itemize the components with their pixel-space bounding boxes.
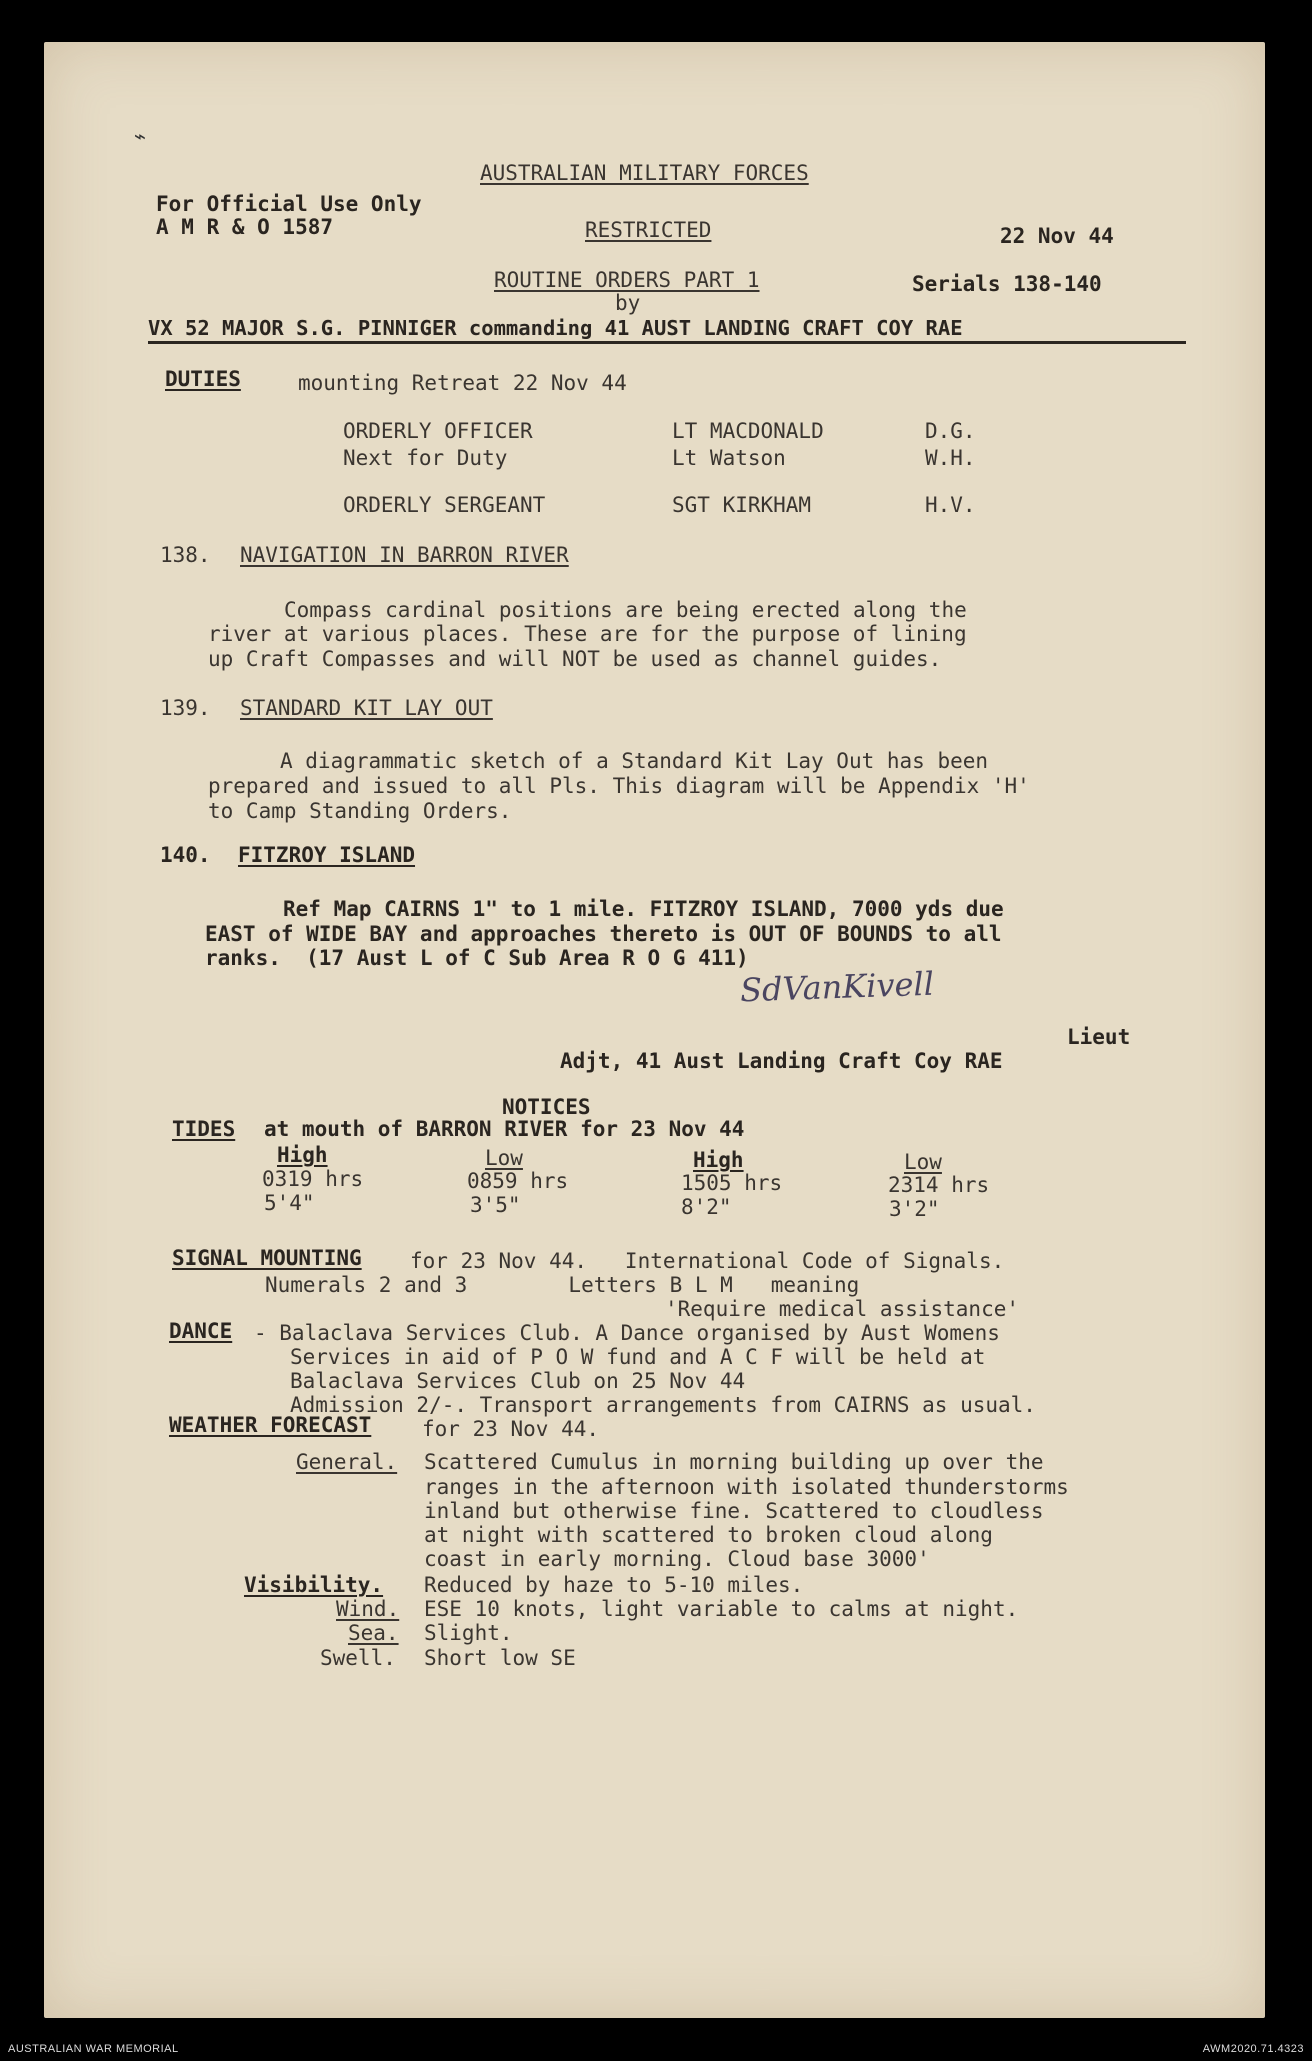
- org-heading: AUSTRALIAN MILITARY FORCES: [480, 161, 809, 185]
- weather-line: ranges in the afternoon with isolated thunderstorms: [424, 1475, 1069, 1499]
- weather-general-label: General.: [296, 1450, 398, 1474]
- tide-head: Low: [485, 1146, 523, 1170]
- serial-text-line: to Camp Standing Orders.: [208, 799, 512, 823]
- tide-height: 3'5": [470, 1193, 521, 1217]
- duty-initials: W.H.: [925, 446, 976, 470]
- tide-time: 2314 hrs: [888, 1173, 990, 1197]
- by-word: by: [615, 291, 641, 315]
- footer-accession: AWM2020.71.4323: [1202, 2043, 1304, 2055]
- serials-range: Serials 138-140: [912, 272, 1102, 296]
- wind-value: ESE 10 knots, light variable to calms at night.: [424, 1597, 1019, 1621]
- dance-line: - Balaclava Services Club. A Dance organised by Aust Womens: [254, 1321, 1000, 1345]
- visibility-label: Visibility.: [244, 1573, 384, 1597]
- serial-number: 139.: [160, 696, 211, 720]
- tide-time: 1505 hrs: [681, 1171, 783, 1195]
- duty-initials: H.V.: [925, 493, 976, 517]
- commander-line: VX 52 MAJOR S.G. PINNIGER commanding 41 AUST LANDING CRAFT COY RAE: [148, 316, 963, 340]
- duty-name: LT MACDONALD: [672, 419, 824, 443]
- tide-time: 0319 hrs: [262, 1167, 364, 1191]
- serial-text-line: river at various places. These are for the purpose of lining: [208, 622, 967, 646]
- serial-text-line: ranks. (17 Aust L of C Sub Area R O G 411): [205, 946, 749, 970]
- tide-head: High: [693, 1148, 744, 1172]
- dance-line: Admission 2/-. Transport arrangements from CAIRNS as usual.: [290, 1393, 1036, 1417]
- duty-name: SGT KIRKHAM: [672, 493, 812, 517]
- tides-description: at mouth of BARRON RIVER for 23 Nov 44: [264, 1117, 745, 1141]
- serial-title: FITZROY ISLAND: [238, 843, 416, 867]
- duty-role: ORDERLY OFFICER: [343, 419, 533, 443]
- signal-line: 'Require medical assistance': [665, 1297, 1020, 1321]
- classification: RESTRICTED: [585, 218, 712, 242]
- sea-value: Slight.: [424, 1621, 513, 1645]
- wind-label: Wind.: [336, 1597, 400, 1621]
- tide-height: 5'4": [264, 1191, 315, 1215]
- serial-number: 138.: [160, 543, 211, 567]
- visibility-value: Reduced by haze to 5-10 miles.: [424, 1573, 804, 1597]
- dance-label: DANCE: [169, 1319, 233, 1343]
- signal-line: Numerals 2 and 3 Letters B L M meaning: [265, 1273, 860, 1297]
- notices-heading: NOTICES: [502, 1095, 591, 1119]
- duty-role: Next for Duty: [343, 446, 508, 470]
- serial-title: STANDARD KIT LAY OUT: [240, 696, 493, 720]
- sea-label: Sea.: [348, 1621, 399, 1645]
- header-rule: [148, 341, 1186, 344]
- duty-name: Lt Watson: [672, 446, 786, 470]
- serial-text-line: Compass cardinal positions are being erected along the: [284, 598, 967, 622]
- tide-time: 0859 hrs: [467, 1169, 569, 1193]
- handwritten-signature: SdVanKivell: [739, 964, 935, 1010]
- signal-line: for 23 Nov 44. International Code of Signals.: [410, 1249, 1005, 1273]
- serial-text-line: prepared and issued to all Pls. This diagram will be Appendix 'H': [208, 774, 1030, 798]
- reference-number: A M R & O 1587: [156, 215, 334, 239]
- orders-title: ROUTINE ORDERS PART 1: [494, 268, 760, 292]
- duty-initials: D.G.: [925, 419, 976, 443]
- serial-title: NAVIGATION IN BARRON RIVER: [240, 543, 569, 567]
- weather-line: inland but otherwise fine. Scattered to cloudless: [424, 1499, 1044, 1523]
- official-use: For Official Use Only: [156, 192, 422, 216]
- signal-label: SIGNAL MOUNTING: [172, 1246, 362, 1270]
- dance-line: Services in aid of P O W fund and A C F will be held at: [290, 1345, 986, 1369]
- tide-height: 8'2": [681, 1195, 732, 1219]
- serial-text-line: A diagrammatic sketch of a Standard Kit Lay Out has been: [280, 749, 989, 773]
- tide-head: Low: [904, 1150, 942, 1174]
- weather-date: for 23 Nov 44.: [422, 1417, 600, 1441]
- serial-text-line: EAST of WIDE BAY and approaches thereto is OUT OF BOUNDS to all: [205, 922, 1002, 946]
- tide-head: High: [277, 1143, 328, 1167]
- serial-text-line: Ref Map CAIRNS 1" to 1 mile. FITZROY ISLAND, 7000 yds due: [283, 897, 1004, 921]
- swell-label: Swell.: [320, 1646, 396, 1670]
- tide-height: 3'2": [889, 1197, 940, 1221]
- order-date: 22 Nov 44: [1000, 224, 1114, 248]
- duty-role: ORDERLY SERGEANT: [343, 493, 546, 517]
- duties-mounting: mounting Retreat 22 Nov 44: [298, 371, 627, 395]
- serial-text-line: up Craft Compasses and will NOT be used as channel guides.: [208, 647, 942, 671]
- signature-rank: Lieut: [1067, 1025, 1131, 1049]
- swell-value: Short low SE: [424, 1646, 576, 1670]
- weather-line: Scattered Cumulus in morning building up over the: [424, 1450, 1044, 1474]
- serial-number: 140.: [160, 843, 211, 867]
- dance-line: Balaclava Services Club on 25 Nov 44: [290, 1369, 746, 1393]
- weather-line: at night with scattered to broken cloud along: [424, 1523, 993, 1547]
- pencil-mark-icon: ⌁: [134, 124, 147, 148]
- tides-label: TIDES: [172, 1117, 236, 1141]
- weather-label: WEATHER FORECAST: [169, 1413, 372, 1437]
- signature-title: Adjt, 41 Aust Landing Craft Coy RAE: [560, 1049, 1003, 1073]
- weather-line: coast in early morning. Cloud base 3000': [424, 1547, 930, 1571]
- footer-credit: AUSTRALIAN WAR MEMORIAL: [8, 2043, 179, 2055]
- duties-heading: DUTIES: [165, 367, 241, 391]
